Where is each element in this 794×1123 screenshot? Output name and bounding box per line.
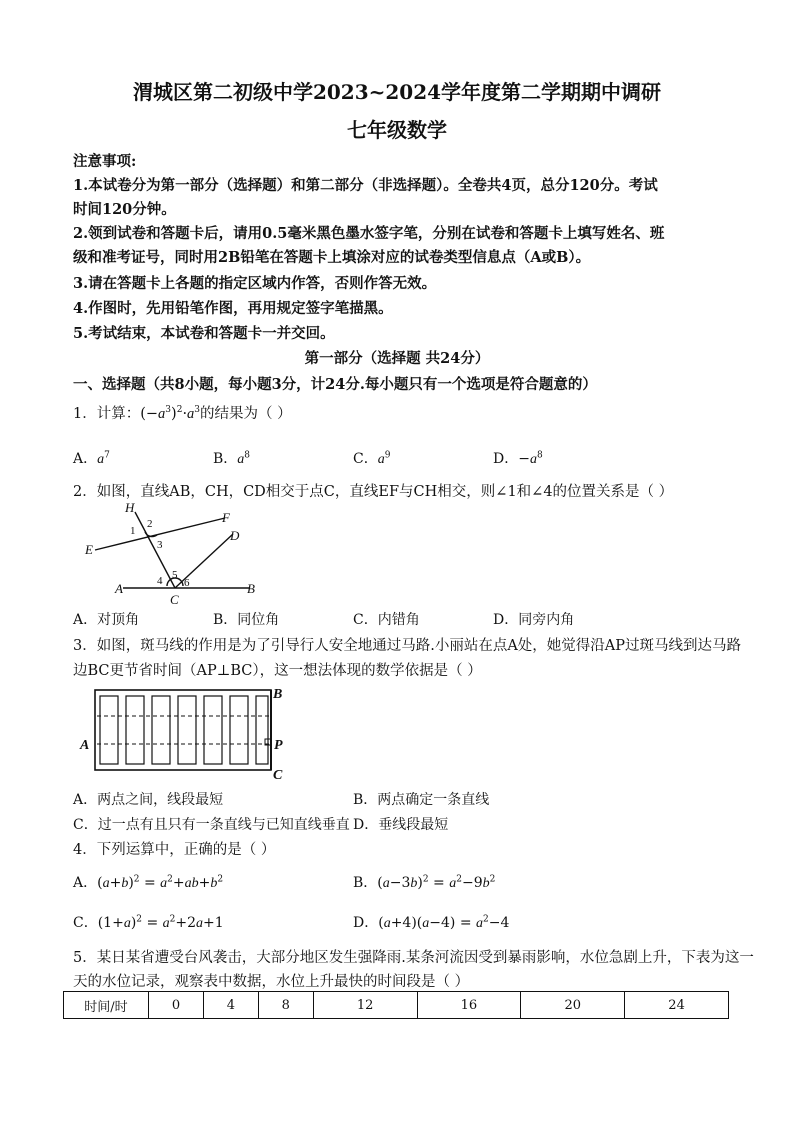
q1-option-d: D．$-a^8$ [493,450,543,467]
question-2: 2．如图，直线AB，CH，CD相交于点C，直线EF与CH相交，则∠1和∠4的位置关系是（ ） [73,484,674,500]
table-header-cell: 20 [521,992,625,1019]
q2-option-d: D．同旁内角 [493,612,575,628]
q1-expression: $(-a^3)^2\cdot a^3$ [140,405,201,422]
water-level-table [63,991,729,1019]
notice-line: 4.作图时，先用铅笔作图，再用规定签字笔描黑。 [73,300,393,317]
section-heading: 一、选择题（共8小题，每小题3分，计24分.每小题只有一个选项是符合题意的） [73,376,597,393]
notice-line: 3.请在答题卡上各题的指定区域内作答，否则作答无效。 [73,275,437,292]
q4-option-a: A．$(a+b)^2 = a^2+ab+b^2$ [73,874,224,891]
question-3-line2: 边BC更节省时间（AP⊥BC），这一想法体现的数学依据是（ ） [73,663,482,679]
part-title: 第一部分（选择题 共24分） [304,350,490,367]
q1-option-c: C．$a^9$ [353,450,391,467]
q3-option-c: C．过一点有且只有一条直线与已知直线垂直 [73,817,350,833]
crosswalk-stripe [204,696,222,764]
exam-title: 渭城区第二初级中学2023~2024学年度第二学期期中调研 [132,80,662,104]
q1-suffix: 的结果为（ ） [200,406,292,422]
table-header-cell: 时间/时 [64,992,149,1019]
q4-option-c: C．$(1+a)^2 = a^2+2a+1$ [73,914,224,931]
q3-figure [75,682,295,782]
q4-option-d: D．$(a+4)(a-4) = a^2-4$ [353,914,510,931]
label-h: H [125,500,135,515]
table-header-cell: 4 [203,992,258,1019]
notice-heading: 注意事项: [73,153,137,170]
label-d: D [230,528,240,543]
question-4: 4．下列运算中，正确的是（ ） [73,842,276,858]
label-b: B [273,687,283,702]
q2-figure [75,500,275,610]
label-b: B [247,581,255,596]
q2-option-a: A．对顶角 [73,612,140,628]
q1-option-b: B．$a^8$ [213,450,251,467]
label-p: P [274,738,283,753]
crosswalk-stripe [178,696,196,764]
q2-option-b: B．同位角 [213,612,280,628]
crosswalk-stripe [230,696,248,764]
table-header-cell: 16 [417,992,521,1019]
label-a: A [80,738,90,753]
question-1 [73,402,292,423]
table-header-cell: 8 [258,992,313,1019]
question-3-line1: 3．如图，斑马线的作用是为了引导行人安全地通过马路.小丽站在点A处，她觉得沿AP过斑马线到达马路 [73,638,742,654]
angle-1: 1 [130,525,136,537]
angle-2: 2 [147,518,153,530]
label-e: E [85,542,93,557]
table-header-cell: 0 [149,992,204,1019]
angle-6: 6 [184,577,190,589]
line-ch [135,512,175,588]
q3-option-b: B．两点确定一条直线 [353,792,490,808]
q3-option-a: A．两点之间，线段最短 [73,792,224,808]
angle-3: 3 [157,539,163,551]
crosswalk-stripe [256,696,268,764]
q4-option-b: B．$(a-3b)^2 = a^2-9b^2$ [353,874,496,891]
q1-option-a: A．$a^7$ [73,450,110,467]
notice-line: 级和准考证号，同时用2B铅笔在答题卡上填涂对应的试卷类型信息点（A或B）。 [73,249,591,266]
question-5-line2: 天的水位记录，观察表中数据，水位上升最快的时间段是（ ） [73,974,470,990]
crosswalk-stripe [100,696,118,764]
crosswalk-stripe [152,696,170,764]
notice-line: 2.领到试卷和答题卡后，请用0.5毫米黑色墨水签字笔，分别在试卷和答题卡上填写姓名、班 [73,225,665,242]
road-outline [95,690,271,770]
notice-line: 时间120分钟。 [73,201,176,218]
exam-subtitle: 七年级数学 [347,118,447,142]
crosswalk-stripe [126,696,144,764]
question-5-line1: 5．某日某省遭受台风袭击，大部分地区发生强降雨.某条河流因受到暴雨影响，水位急剧上升，下表为这一 [73,950,754,966]
table-header-cell: 12 [313,992,417,1019]
table-header-cell: 24 [625,992,729,1019]
label-a: A [115,581,123,596]
label-c: C [170,592,179,607]
q3-option-d: D．垂线段最短 [353,817,449,833]
label-c: C [273,768,283,782]
q2-option-c: C．内错角 [353,612,420,628]
q1-prefix: 1．计算： [73,406,141,422]
notice-line: 5.考试结束，本试卷和答题卡一并交回。 [73,325,335,342]
angle-5: 5 [172,569,178,581]
angle-4: 4 [157,575,163,587]
label-f: F [222,510,230,525]
notice-line: 1.本试卷分为第一部分（选择题）和第二部分（非选择题）。全卷共4页，总分120分。考试 [73,177,658,194]
table-row [64,992,729,1019]
